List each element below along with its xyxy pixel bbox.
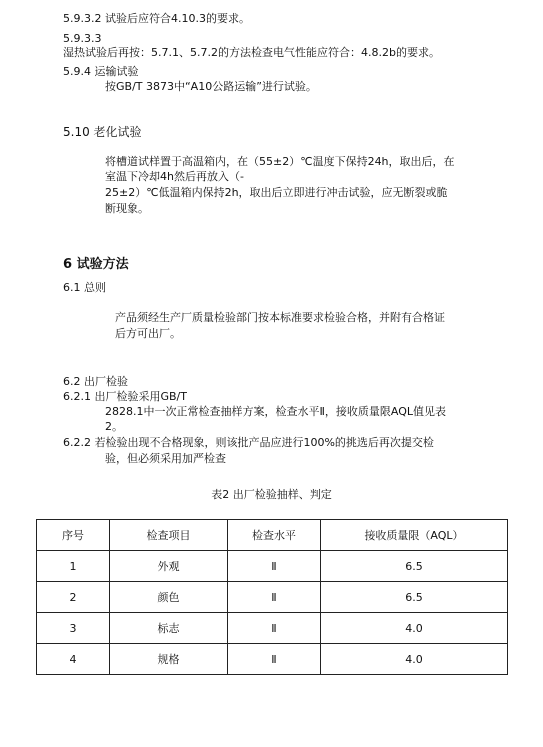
- table-caption: 表2 出厂检验抽样、判定: [211, 488, 332, 501]
- table-row: [37, 582, 508, 613]
- clause-6-2-1-line3: 2。: [105, 420, 123, 433]
- cell-item: 颜色: [110, 582, 228, 613]
- section-6-heading: 6 试验方法: [63, 257, 129, 272]
- clause-5-10-para-line3: 25±2）℃低温箱内保持2h，取出后立即进行冲击试验，应无断裂或脆: [105, 186, 448, 199]
- header-item: 检查项目: [110, 520, 228, 551]
- table-row: [37, 551, 508, 582]
- cell-aql: 6.5: [321, 582, 508, 613]
- header-level: 检查水平: [228, 520, 321, 551]
- table-header-row: [37, 520, 508, 551]
- cell-level: Ⅱ: [228, 582, 321, 613]
- clause-5-9-4-text: 按GB/T 3873中“A10公路运输”进行试验。: [105, 80, 317, 93]
- cell-level: Ⅱ: [228, 613, 321, 644]
- clause-5-9-3-3-text: 湿热试验后再按：5.7.1、5.7.2的方法检查电气性能应符合：4.8.2b的要求。: [63, 46, 440, 59]
- header-serial: 序号: [37, 520, 110, 551]
- cell-serial: 3: [37, 613, 110, 644]
- clause-5-9-3-3-number: 5.9.3.3: [63, 32, 102, 45]
- clause-5-9-4-heading: 5.9.4 运输试验: [63, 65, 139, 78]
- clause-6-2-2-line1: 6.2.2 若检验出现不合格现象，则该批产品应进行100%的挑选后再次提交检: [63, 436, 434, 449]
- clause-5-10-para-line2: 室温下冷却4h然后再放入（-: [105, 170, 244, 183]
- cell-level: Ⅱ: [228, 644, 321, 675]
- clause-5-10-para-line4: 断现象。: [105, 202, 149, 215]
- clause-6-2-2-line2: 验，但必须采用加严检查: [105, 452, 226, 465]
- clause-6-2-heading: 6.2 出厂检验: [63, 375, 128, 388]
- cell-item: 标志: [110, 613, 228, 644]
- clause-6-2-1-line2: 2828.1中一次正常检查抽样方案，检查水平Ⅱ，接收质量限AQL值见表: [105, 405, 447, 418]
- cell-aql: 4.0: [321, 644, 508, 675]
- clause-6-1-para-line2: 后方可出厂。: [115, 327, 181, 340]
- sampling-table: [36, 519, 508, 675]
- cell-item: 外观: [110, 551, 228, 582]
- table-row: [37, 644, 508, 675]
- clause-6-2-1-line1: 6.2.1 出厂检验采用GB/T: [63, 390, 187, 403]
- clause-5-9-3-2: 5.9.3.2 试验后应符合4.10.3的要求。: [63, 12, 250, 25]
- cell-level: Ⅱ: [228, 551, 321, 582]
- header-aql: 接收质量限（AQL）: [321, 520, 508, 551]
- cell-serial: 2: [37, 582, 110, 613]
- cell-serial: 4: [37, 644, 110, 675]
- clause-5-10-heading: 5.10 老化试验: [63, 125, 142, 139]
- cell-serial: 1: [37, 551, 110, 582]
- cell-item: 规格: [110, 644, 228, 675]
- table-row: [37, 613, 508, 644]
- cell-aql: 6.5: [321, 551, 508, 582]
- clause-5-10-para-line1: 将槽道试样置于高温箱内，在（55±2）℃温度下保持24h，取出后，在: [105, 155, 455, 168]
- cell-aql: 4.0: [321, 613, 508, 644]
- clause-6-1-para-line1: 产品须经生产厂质量检验部门按本标准要求检验合格，并附有合格证: [115, 311, 445, 324]
- clause-6-1-heading: 6.1 总则: [63, 281, 106, 294]
